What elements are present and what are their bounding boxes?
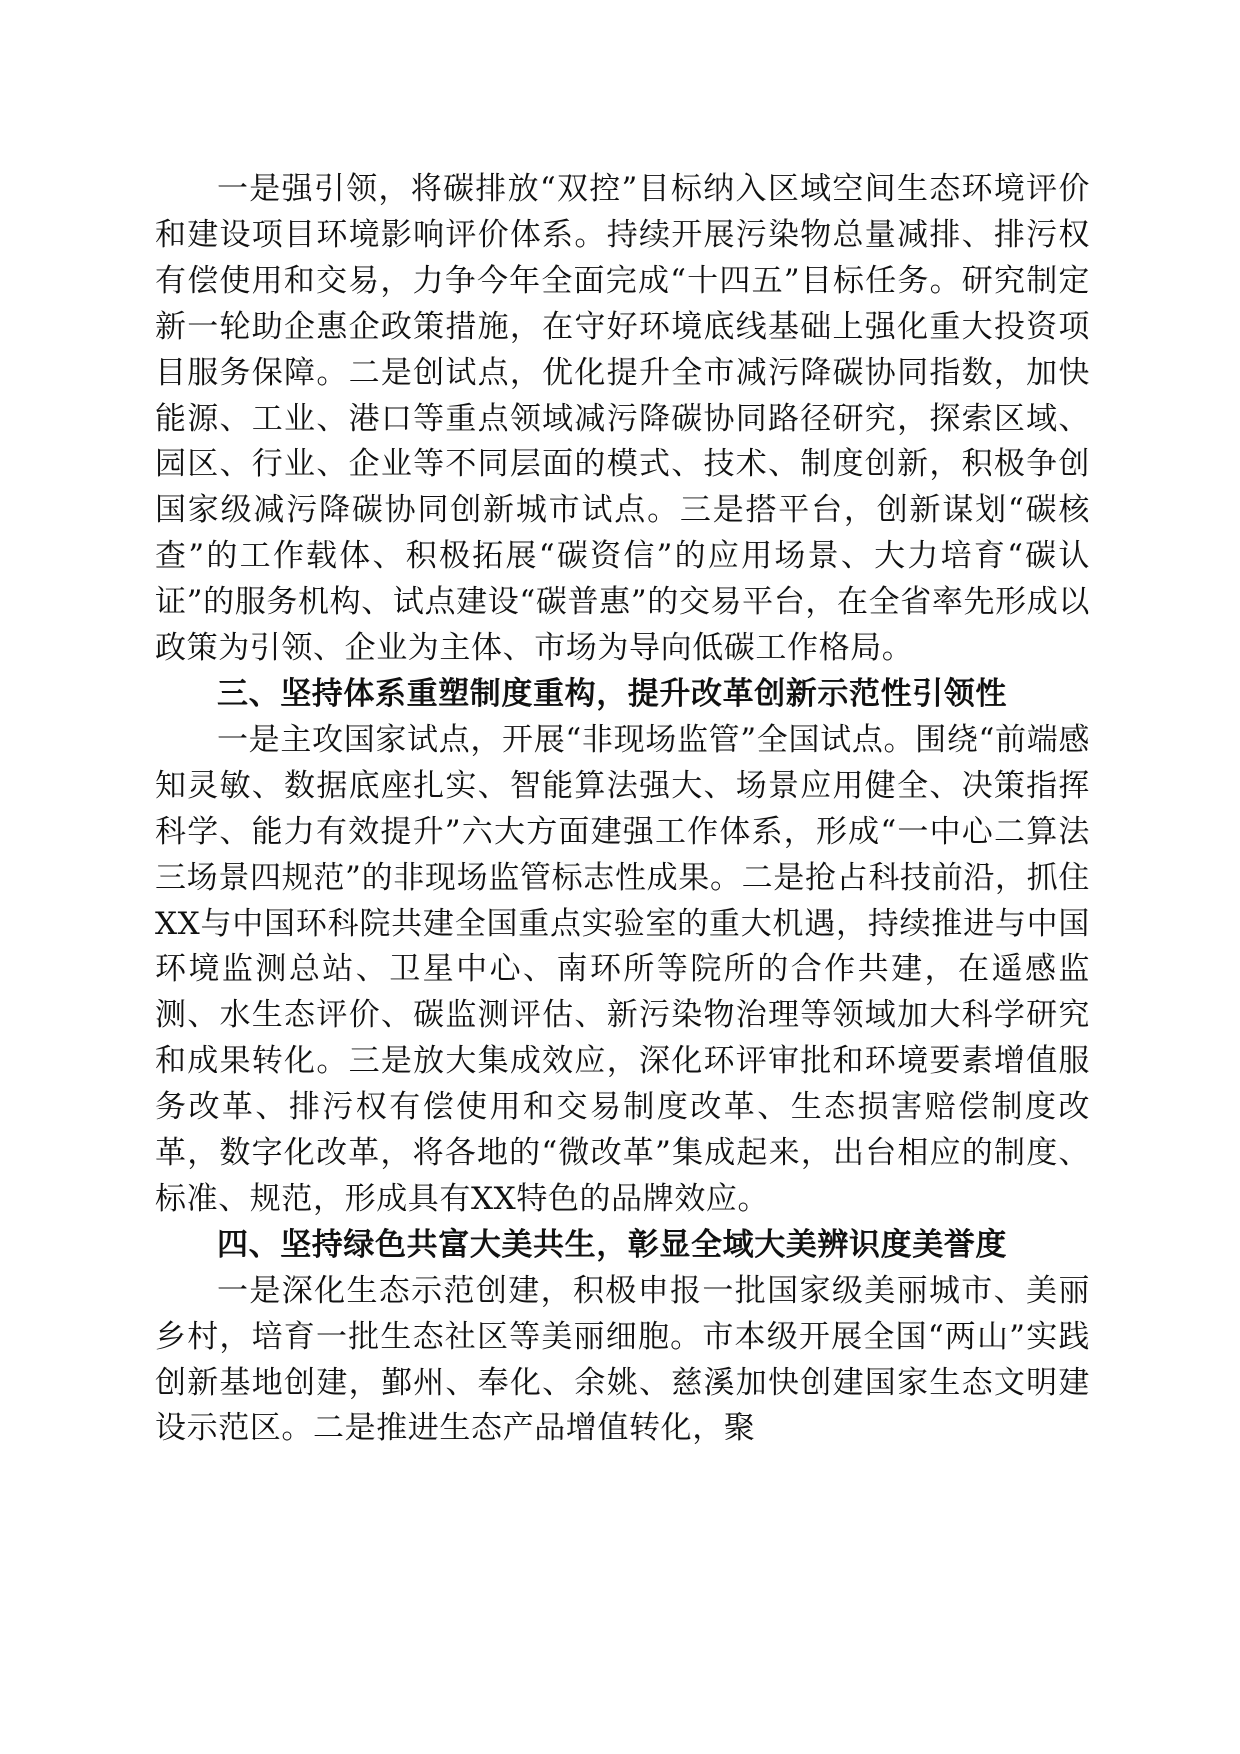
section-heading-4: 四、坚持绿色共富大美共生，彰显全域大美辨识度美誉度	[217, 1226, 1007, 1263]
paragraph-ecological-demonstration: 一是深化生态示范创建，积极申报一批国家级美丽城市、美丽乡村，培育一批生态社区等美丽细胞。市本级开展全国“两山”实践创新基地创建，鄞州、奉化、余姚、慈溪加快创建国家生态文明建设示范区。二是推进生态产品增值转化，聚	[155, 1272, 1090, 1447]
paragraph-low-carbon-measures: 一是强引领，将碳排放“双控”目标纳入区域空间生态环境评价和建设项目环境影响评价体系。持续开展污染物总量减排、排污权有偿使用和交易，力争今年全面完成“十四五”目标任务。研究制定新一轮助企惠企政策措施，在守好环境底线基础上强化重大投资项目服务保障。二是创试点，优化提升全市减污降碳协同指数，加快能源、工业、港口等重点领域减污降碳协同路径研究，探索区域、园区、行业、企业等不同层面的模式、技术、制度创新，积极争创国家级减污降碳协同创新城市试点。三是搭平台，创新谋划“碳核查”的工作载体、积极拓展“碳资信”的应用场景、大力培育“碳认证”的服务机构、试点建设“碳普惠”的交易平台，在全省率先形成以政策为引领、企业为主体、市场为导向低碳工作格局。	[155, 171, 1090, 667]
section-heading-3: 三、坚持体系重塑制度重构，提升改革创新示范性引领性	[217, 675, 1007, 712]
document-body	[155, 167, 1090, 1452]
paragraph-reform-innovation: 一是主攻国家试点，开展“非现场监管”全国试点。围绕“前端感知灵敏、数据底座扎实、智能算法强大、场景应用健全、决策指挥科学、能力有效提升”六大方面建强工作体系，形成“一中心二算法三场景四规范”的非现场监管标志性成果。二是抢占科技前沿，抓住XX与中国环科院共建全国重点实验室的重大机遇，持续推进与中国环境监测总站、卫星中心、南环所等院所的合作共建，在遥感监测、水生态评价、碳监测评估、新污染物治理等领域加大科学研究和成果转化。三是放大集成效应，深化环评审批和环境要素增值服务改革、排污权有偿使用和交易制度改革、生态损害赔偿制度改革，数字化改革，将各地的“微改革”集成起来，出台相应的制度、标准、规范，形成具有XX特色的品牌效应。	[155, 721, 1090, 1217]
